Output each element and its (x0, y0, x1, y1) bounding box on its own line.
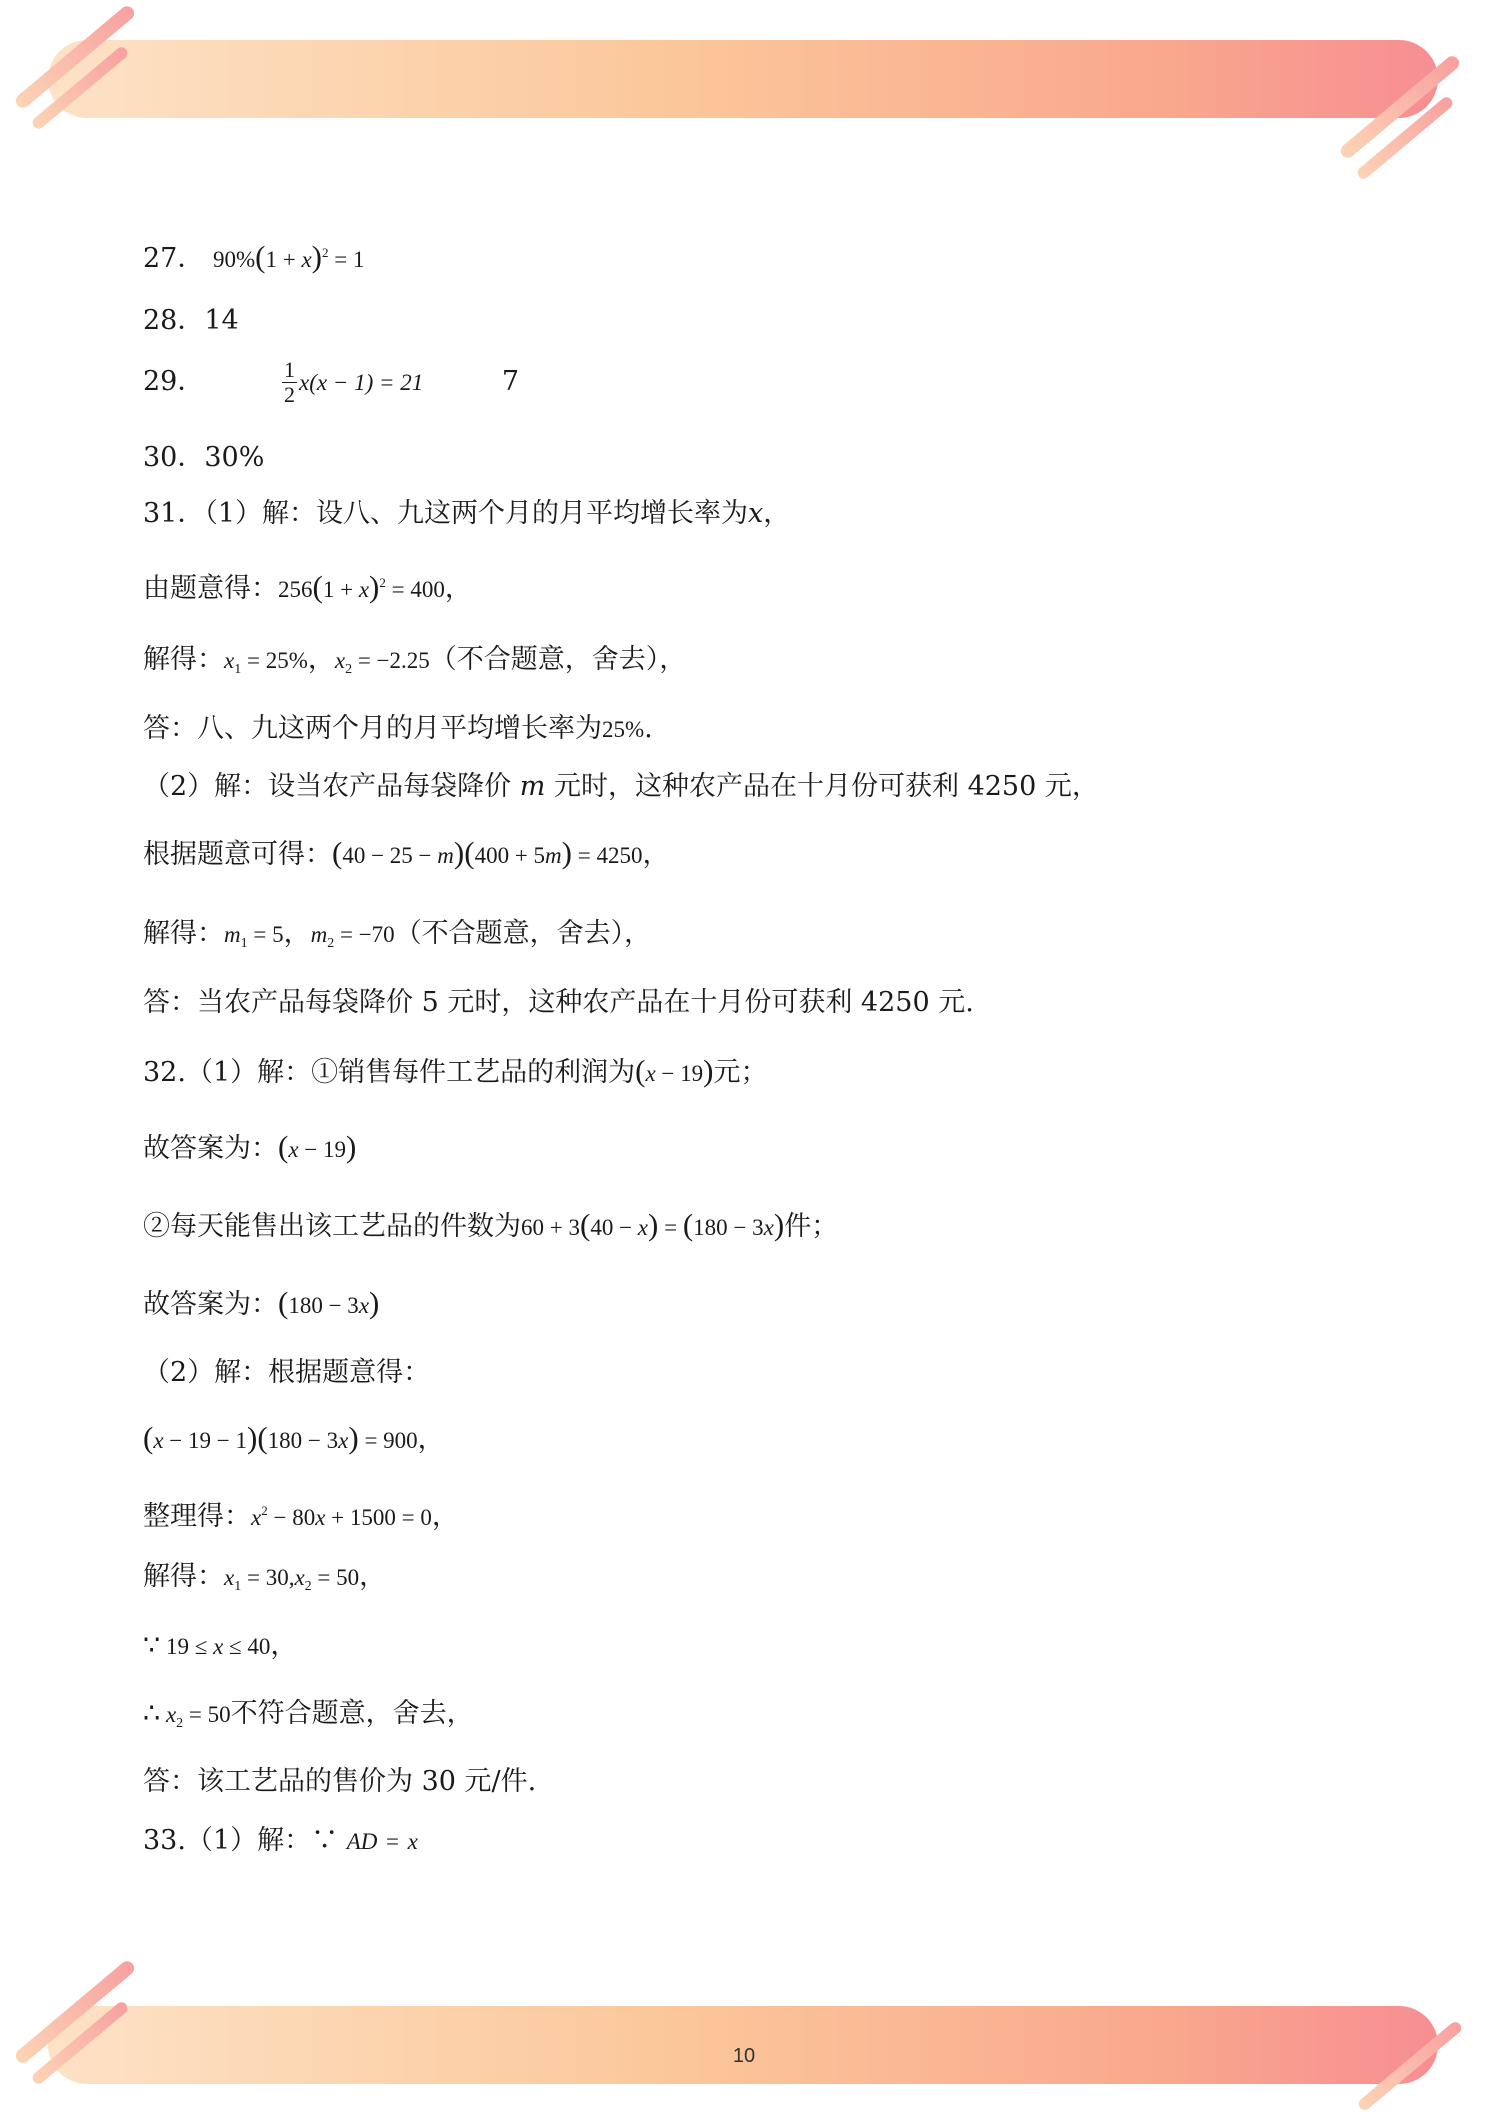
q31-line-2: 由题意得：$256(1 + x)^2 = 400$， (143, 569, 472, 604)
q30-label: 30． (143, 442, 205, 473)
q32-line-4: 故答案为：(180 − 3x) (143, 1285, 380, 1320)
answer-27 (143, 236, 364, 277)
q32-line-5: （2）解：根据题意得： (143, 1357, 431, 1388)
q32-line-10: ∴ $x_2 = 50$不符合题意，舍去， (143, 1698, 474, 1731)
therefore-symbol: ∴ (143, 1698, 161, 1729)
q32-line-9: ∵ 19 ≤ x ≤ 40， (143, 1630, 298, 1661)
q27-label: 27． (143, 243, 205, 274)
q31-line-1: 31．（1）解：设八、九这两个月的月平均增长率为x， (143, 498, 791, 529)
q32-line-11: 答：该工艺品的售价为 30 元/件. (143, 1766, 537, 1797)
q32-line-1: 32.（1）解：①销售每件工艺品的利润为(x − 19)元； (143, 1053, 768, 1088)
page-number: 10 (732, 2045, 756, 2067)
because-symbol: ∵ (311, 1825, 339, 1856)
q32-line-6: (x − 19 − 1)(180 − 3x) = 900， (143, 1420, 445, 1455)
answer-30 (143, 441, 264, 475)
q32-line-3: ②每天能售出该工艺品的件数为60 + 3(40 − x) = (180 − 3x)件； (143, 1207, 839, 1242)
q32-line-8: 解得：$x_1 = 30,x_2 = 50$， (143, 1561, 387, 1594)
q28-answer: 14 (204, 305, 239, 336)
q30-answer: 30% (204, 442, 265, 473)
q29-label: 29． (143, 366, 205, 397)
q31-line-4: 答：八、九这两个月的月平均增长率为25%. (143, 713, 653, 744)
q33-line-1: 33.（1）解：∵ AD = x (143, 1825, 418, 1856)
q32-line-2: 故答案为：(x − 19) (143, 1129, 357, 1164)
header-band (48, 40, 1438, 118)
q29-fraction: $\frac{1}{2}$ (284, 357, 295, 407)
q31-line-5: （2）解：设当农产品每袋降价 m 元时，这种农产品在十月份可获利 4250 元， (143, 771, 1099, 802)
because-symbol: ∵ (143, 1630, 161, 1661)
answer-29 (143, 358, 519, 407)
q28-label: 28． (143, 305, 205, 336)
answer-28 (143, 304, 239, 338)
q31-line-3: 解得：$x_1 = 25\%$，$x_2 = -2.25$（不合题意，舍去）， (143, 644, 687, 677)
q31-line-7: 解得：$m_1 = 5$，$m_2 = -70$（不合题意，舍去）， (143, 918, 652, 951)
q29-answer: 7 (501, 366, 520, 397)
q29-equation: x(x − 1) = 21 (299, 370, 424, 395)
q27-equation: $90\%(1 + x)^2 = 1$ (212, 239, 365, 274)
q32-line-7: 整理得：$x^2 - 80x + 1500 = 0$， (143, 1501, 459, 1532)
q31-line-6: 根据题意可得：(40 − 25 − m)(400 + 5m) = 4250， (143, 835, 670, 870)
q31-line-8: 答：当农产品每袋降价 5 元时，这种农产品在十月份可获利 4250 元. (143, 987, 974, 1018)
